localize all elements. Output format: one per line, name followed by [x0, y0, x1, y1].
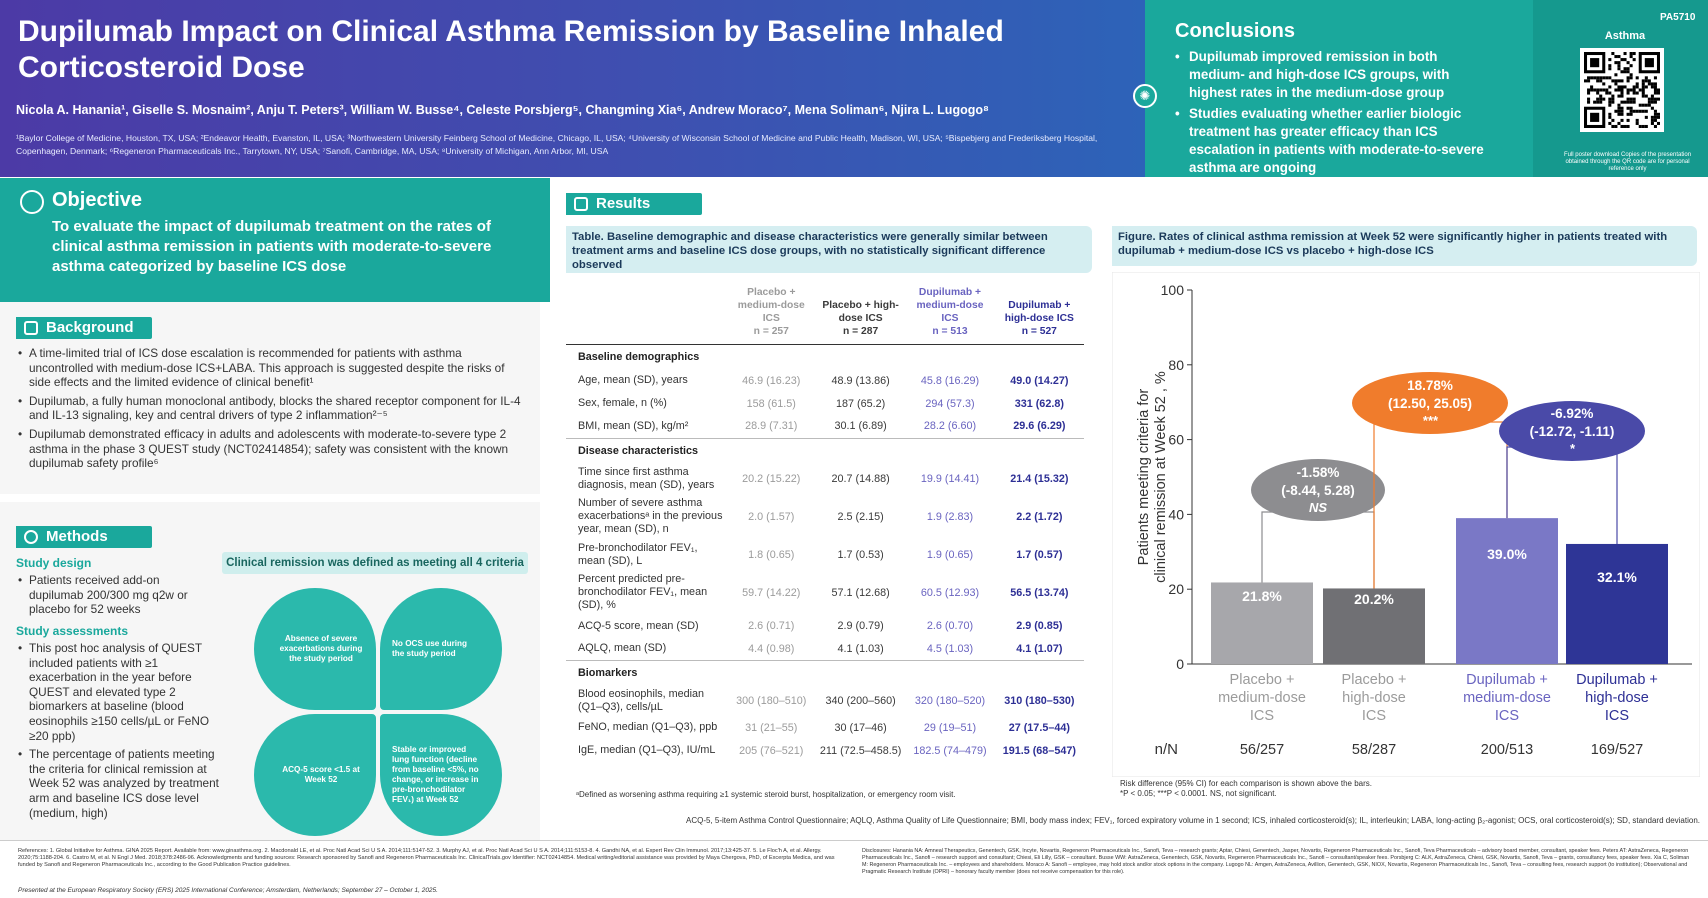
- target-icon: [20, 190, 44, 214]
- table-row-label: ACQ-5 score, mean (SD): [578, 619, 699, 632]
- comparison-ci: (-8.44, 5.28): [1281, 483, 1355, 498]
- table-row-label: Age, mean (SD), years: [578, 374, 688, 386]
- table-cell: 21.4 (15.32): [1010, 472, 1069, 485]
- table-cell: 20.2 (15.22): [742, 472, 801, 485]
- lightbulb-icon: ✺: [1133, 84, 1157, 108]
- table-cell: 158 (61.5): [746, 397, 796, 410]
- table-cell: 20.7 (14.88): [831, 472, 890, 485]
- table-cell: 182.5 (74–479): [913, 744, 987, 757]
- background-list: [18, 346, 528, 475]
- table-cell: 211 (72.5–458.5): [819, 744, 902, 757]
- category-label: Placebo +: [1341, 672, 1407, 688]
- column-header: [727, 276, 816, 345]
- references: References: 1. Global Initiative for Asthma. GINA 2025 Report. Available from: www.ginasthma.org. 2. Macdonald LE, et al. Proc Natl Acad Sci U S A. 2014;111:5147-52. 3. Murphy AJ, et al. Proc Natl Acad Sci U S A. 2014;111:5153-8. 4. Gandhi NA, et al. Expert Rev Clin Immunol. 2017;13:425-37. 5. Le Floc'h A, et al. Allergy. 2020;75:1188-204. 6. Castro M, et al. N Engl J Med. 2018;378:2486-96. Acknowledgments and funding sources: Research sponsored by Sanofi and Regeneron Pharmaceuticals Inc. ClinicalTrials.gov Identifier: NCT02414854. Medical writing/editorial assistance was provided by Maya Chergova, PhD, of Excerpta Medica, and was funded by Sanofi and Regeneron Pharmaceuticals Inc., according to the Good Publication Practice guidelines.: [18, 848, 835, 868]
- y-tick-label: 80: [1168, 356, 1184, 373]
- table-cell: 57.1 (12.68): [831, 586, 890, 599]
- y-axis-label: [1136, 371, 1169, 583]
- table-row: [566, 463, 1084, 495]
- n-value: 58/287: [1351, 742, 1397, 758]
- table-row: [566, 571, 1084, 615]
- study-design-list: [18, 573, 198, 621]
- table-cell: 56.5 (13.74): [1010, 586, 1069, 599]
- table-row: [566, 415, 1084, 438]
- y-tick-label: 60: [1168, 431, 1184, 448]
- table-cell: 28.2 (6.60): [923, 420, 977, 433]
- table-row-label: Sex, female, n (%): [578, 397, 667, 409]
- category-label: ICS: [1249, 708, 1275, 724]
- abbreviations: ACQ-5, 5-item Asthma Control Questionnaire; AQLQ, Asthma Quality of Life Questionnaire; BMI, body mass index; FEV₁, forced expiratory volume in 1 second; ICS, inhaled corticosteroid(s); IL, interleukin; LABA, long-acting β₂-agonist; OCS, oral corticosteroid(s); SD, standard deviation.: [686, 816, 1700, 825]
- table-cell: 1.9 (0.65): [926, 548, 974, 561]
- table-row: [566, 615, 1084, 638]
- comparison-ci: (12.50, 25.05): [1387, 396, 1473, 411]
- bar-chart-svg: [1112, 272, 1700, 777]
- table-cell: 45.8 (16.29): [920, 374, 980, 387]
- table-cell: 191.5 (68–547): [1002, 744, 1076, 757]
- conclusion-item: • Studies evaluating whether earlier biologic treatment has greater efficacy than ICS escalation in patients with moderate-to-severe asthma are ongoing: [1175, 105, 1495, 177]
- table-row-label: Number of severe asthma exacerbationsᵃ in the previous year, mean (SD), n: [578, 497, 723, 535]
- conclusion-item: • Dupilumab improved remission in both medium- and high-dose ICS groups, with highest rates in the medium-dose group: [1175, 48, 1495, 102]
- bar: [1456, 518, 1558, 664]
- comparison-ci: (-12.72, -1.11): [1529, 424, 1615, 439]
- table-cell: 48.9 (13.86): [831, 374, 890, 387]
- background-item: • Dupilumab demonstrated efficacy in adults and adolescents with moderate-to-severe type 2 asthma in the phase 3 QUEST study (NCT02414854); safety was consistent with the known dupilumab safety profile⁶: [18, 427, 528, 471]
- table-cell: 4.1 (1.07): [1016, 642, 1063, 655]
- table-cell: 320 (180–520): [914, 694, 986, 707]
- table-cell: 2.6 (0.71): [748, 620, 795, 632]
- table-cell: 29.6 (6.29): [1013, 420, 1066, 433]
- background-tab: [16, 317, 152, 339]
- figure-footnote-2: *P < 0.05; ***P < 0.0001. NS, not significant.: [1120, 789, 1277, 798]
- characteristics-table: [566, 276, 1084, 762]
- table-section-row: [566, 345, 1084, 370]
- table-cell: 2.6 (0.70): [926, 620, 974, 632]
- background-item: • Dupilumab, a fully human monoclonal antibody, blocks the shared receptor component for IL-4 and IL-13 signaling, key and central drivers of type 2 inflammation²⁻⁵: [18, 394, 528, 423]
- methods-title: Methods: [46, 528, 108, 545]
- category-label: Dupilumab +: [1466, 672, 1548, 688]
- table-cell: 1.7 (0.53): [837, 548, 884, 561]
- poster-title: Dupilumab Impact on Clinical Asthma Remission by Baseline Inhaled Corticosteroid Dose: [18, 15, 1004, 84]
- comparison-estimate: -1.58%: [1296, 465, 1340, 480]
- table-cell: 29 (19–51): [923, 721, 977, 734]
- table-cell: 60.5 (12.93): [920, 586, 980, 599]
- n-value: 200/513: [1480, 742, 1534, 758]
- disclosures: Disclosures: Hanania NA: Amneal Therapeutics, Genentech, GSK, Incyte, Novartis, Regeneron Pharmaceuticals Inc., Sanofi, Teva – research grants; Aptar, Chiesi, Genentech, Jasper, Novartis, Regeneron Pharmaceuticals Inc., Sanofi, Teva Pharmaceuticals – advisory board member, consultant, speaker fees. Peters AT: AstraZeneca, Regeneron Pharmaceuticals Inc., Sanofi – research support and consultant; Chiesi, Eli Lilly, GSK – consultant. Busse WW: AstraZeneca, Genentech, GSK, Novartis, Regeneron Pharmaceuticals Inc., Sanofi – consultant/speaker fees. Porsbjerg C: ALK, AstraZeneca, Chiesi, GSK, Novartis, Sanofi, Teva – grants, consultancy fees, speaker fees. Xia C, Soliman M: Regeneron Pharmaceuticals Inc. – employees and shareholders. Moraco A: Sanofi – employee, may hold stock and/or stock options in the company. Lugogo NL: Amgen, AstraZeneca, Avillion, Genentech, GSK, NIOX, Novartis, Regeneron Pharmaceuticals Inc., Sanofi, Teva – consulting fees, research support (to institution); Observational and Pragmatic Research Institute (OPRI) – honorary faculty member (does not receive compensation for this role).: [862, 848, 1690, 875]
- n-label: n/N: [1154, 741, 1178, 758]
- table-row-label: Percent predicted pre-bronchodilator FEV₁, mean (SD), %: [578, 573, 708, 611]
- table-row-label: FeNO, median (Q1–Q3), ppb: [578, 721, 718, 733]
- n-value: 56/257: [1239, 742, 1285, 758]
- y-axis-label-line: Patients meeting criteria for: [1136, 388, 1152, 566]
- table-footnote: ᵃDefined as worsening asthma requiring ≥1 systemic steroid burst, hospitalization, or emergency room visit.: [576, 790, 956, 799]
- table-row: [566, 495, 1084, 539]
- table-row-label: BMI, mean (SD), kg/m²: [578, 419, 689, 432]
- column-name: Placebo + medium-dose ICS: [737, 287, 805, 324]
- table-row-label: AQLQ, mean (SD): [578, 642, 667, 655]
- figure-caption: Figure. Rates of clinical asthma remission at Week 52 were significantly higher in patients treated with dupilumab + medium-dose ICS vs placebo + high-dose ICS: [1112, 226, 1697, 266]
- comparison-estimate: 18.78%: [1407, 378, 1453, 393]
- study-assessments-heading: Study assessments: [16, 624, 129, 638]
- table-cell: 1.9 (2.83): [926, 510, 974, 523]
- poster-code: PA5710: [1660, 12, 1696, 23]
- qr-code-graphic: [1584, 52, 1660, 128]
- category-label: ICS: [1604, 708, 1630, 724]
- table-cell: 2.0 (1.57): [748, 510, 795, 523]
- bar-value-label: 21.8%: [1242, 588, 1282, 605]
- table-cell: 1.7 (0.57): [1016, 548, 1063, 561]
- table-cell: 300 (180–510): [736, 694, 807, 707]
- criterion-lung-function: Stable or improved lung function (decline from baseline <5%, no change, or increase in pre-bronchodilator FEV₁) at Week 52: [380, 714, 502, 836]
- bar: [1566, 544, 1668, 664]
- table-row: [566, 739, 1084, 762]
- affiliations: ¹Baylor College of Medicine, Houston, TX, USA; ²Endeavor Health, Evanston, IL, USA; ³Northwestern University Feinberg School of Medicine, Chicago, IL, USA; ⁴University of Wisconsin School of Medicine and Public Health, Madison, WI, USA; ⁵Bispebjerg and Frederiksberg Hospital, Copenhagen, Denmark; ⁶Regeneron Pharmaceuticals Inc., Tarrytown, NY, USA; ⁷Sanofi, Cambridge, MA, USA; ⁸University of Michigan, Ann Arbor, MI, USA: [16, 133, 1098, 156]
- table-cell: 1.8 (0.65): [748, 548, 795, 561]
- table-cell: 59.7 (14.22): [742, 586, 801, 599]
- study-assessment-item: • The percentage of patients meeting the criteria for clinical remission at Week 52 was analyzed by treatment arm and baseline ICS dose level (medium, high): [18, 747, 223, 820]
- table-cell: 2.5 (2.15): [837, 510, 884, 523]
- results-title: Results: [596, 195, 651, 212]
- background-title: Background: [46, 319, 134, 336]
- gear-icon: [24, 530, 38, 544]
- bar-value-label: 20.2%: [1354, 591, 1394, 608]
- study-assessments-list: [18, 641, 223, 824]
- remission-chart: [1112, 272, 1700, 787]
- objective-text: To evaluate the impact of dupilumab treatment on the rates of clinical asthma remission in patients with moderate-to-severe asthma categorized by baseline ICS dose: [52, 218, 492, 275]
- table-row: [566, 392, 1084, 415]
- category-label: Dupilumab +: [1576, 672, 1658, 688]
- methods-tab: [16, 526, 152, 548]
- background-item: • A time-limited trial of ICS dose escalation is recommended for patients with asthma uncontrolled with medium-dose ICS+LABA. This approach is suggested despite the risks of side effects and the limited evidence of clinical benefit¹: [18, 346, 528, 390]
- table-row: [566, 638, 1084, 661]
- bar-value-label: 39.0%: [1487, 546, 1527, 563]
- table-row-label: Blood eosinophils, median (Q1–Q3), cells/µL: [578, 687, 705, 713]
- figure-footnote: [1120, 779, 1620, 799]
- table-cell: 187 (65.2): [836, 397, 886, 410]
- table-cell: 30.1 (6.89): [834, 420, 887, 433]
- table-cell: 2.2 (1.72): [1016, 510, 1063, 523]
- column-n: n = 527: [1021, 326, 1057, 337]
- qr-label: Asthma: [1604, 30, 1646, 42]
- table-section-title: Biomarkers: [566, 661, 1084, 686]
- category-label: medium-dose: [1218, 690, 1306, 706]
- table-section-title: Baseline demographics: [566, 345, 1084, 370]
- category-label: high-dose: [1585, 690, 1649, 706]
- comparison-significance: *: [1569, 441, 1575, 456]
- column-header: [995, 276, 1084, 345]
- comparison-significance: NS: [1308, 500, 1328, 515]
- column-n: n = 287: [843, 326, 879, 337]
- table-cell: 4.5 (1.03): [926, 642, 974, 655]
- table-cell: 4.1 (1.03): [837, 642, 884, 655]
- y-tick-label: 40: [1168, 506, 1184, 523]
- qr-note: Full poster download Copies of the presentation obtained through the QR code are for personal reference only: [1563, 152, 1692, 172]
- y-tick-label: 0: [1176, 656, 1184, 672]
- table-cell: 340 (200–560): [825, 694, 896, 707]
- book-icon: [24, 321, 38, 335]
- table-section-row: [566, 438, 1084, 463]
- table-cell: 30 (17–46): [834, 721, 887, 734]
- table-cell: 49.0 (14.27): [1010, 374, 1069, 387]
- table-header-blank: [566, 276, 727, 345]
- results-tab: [566, 193, 702, 215]
- table-cell: 19.9 (14.41): [920, 472, 980, 485]
- column-header: [816, 276, 905, 345]
- category-label: Placebo +: [1229, 672, 1295, 688]
- study-design-item: • Patients received add-on dupilumab 200/300 mg q2w or placebo for 52 weeks: [18, 573, 198, 617]
- table-cell: 331 (62.8): [1014, 397, 1064, 410]
- column-name: Dupilumab + high-dose ICS: [1004, 300, 1074, 324]
- comparison-estimate: -6.92%: [1550, 406, 1594, 421]
- y-tick-label: 100: [1160, 282, 1184, 298]
- table-cell: 28.9 (7.31): [745, 420, 798, 433]
- conclusions-list: [1175, 48, 1495, 180]
- criterion-exacerbations: Absence of severe exacerbations during the study period: [254, 588, 376, 710]
- author-list: Nicola A. Hanania¹, Giselle S. Mosnaim², Anju T. Peters³, William W. Busse⁴, Celeste Porsbjerg⁵, Changming Xia⁶, Andrew Moraco⁷, Mena Soliman⁶, Njira L. Lugogo⁸: [16, 103, 989, 117]
- study-design-heading: Study design: [16, 556, 92, 570]
- table-cell: 46.9 (16.23): [742, 374, 801, 387]
- table-row: [566, 716, 1084, 739]
- y-axis-label-line: clinical remission at Week 52 , %: [1153, 371, 1169, 583]
- table-row: [566, 369, 1084, 392]
- study-assessment-item: • This post hoc analysis of QUEST included patients with ≥1 exacerbation in the year before QUEST and elevated type 2 biomarkers at baseline (blood eosinophils ≥150 cells/µL or FeNO ≥20 ppb): [18, 641, 223, 743]
- table-section-title: Disease characteristics: [566, 438, 1084, 463]
- criterion-ocs: No OCS use during the study period: [380, 588, 502, 710]
- category-label: medium-dose: [1463, 690, 1551, 706]
- column-n: n = 257: [753, 326, 789, 337]
- table-caption: Table. Baseline demographic and disease characteristics were generally similar between treatment arms and baseline ICS dose groups, with no statistically significant difference observed: [566, 226, 1092, 273]
- table-cell: 31 (21–55): [745, 721, 798, 734]
- table-cell: 2.9 (0.79): [837, 620, 884, 632]
- objective-title: Objective: [52, 189, 143, 211]
- column-name: Placebo + high-dose ICS: [822, 300, 899, 324]
- category-label: ICS: [1494, 708, 1520, 724]
- remission-definition: Clinical remission was defined as meeting all 4 criteria: [222, 552, 528, 574]
- table-cell: 2.9 (0.85): [1016, 620, 1063, 632]
- column-header: [905, 276, 994, 345]
- table-cell: 310 (180–530): [1004, 694, 1075, 707]
- column-name: Dupilumab + medium-dose ICS: [916, 287, 984, 324]
- category-label: high-dose: [1342, 690, 1406, 706]
- table-row-label: Time since first asthma diagnosis, mean (SD), years: [578, 465, 715, 491]
- table-cell: 4.4 (0.98): [748, 642, 795, 655]
- chart-icon: [574, 197, 588, 211]
- y-tick-label: 20: [1168, 581, 1184, 598]
- column-n: n = 513: [932, 326, 968, 337]
- table-row-label: Pre-bronchodilator FEV₁, mean (SD), L: [578, 541, 698, 567]
- table-cell: 205 (76–521): [739, 744, 804, 757]
- table-row: [566, 685, 1084, 716]
- divider: [0, 494, 540, 502]
- presented-at: Presented at the European Respiratory Society (ERS) 2025 International Conference; Amsterdam, Netherlands; September 27 – October 1, 2025.: [18, 887, 438, 894]
- table-header-row: [566, 276, 1084, 345]
- table-row-label: IgE, median (Q1–Q3), IU/mL: [578, 744, 716, 756]
- bar-value-label: 32.1%: [1597, 568, 1637, 585]
- figure-footnote-1: Risk difference (95% CI) for each comparison is shown above the bars.: [1120, 779, 1372, 788]
- criterion-acq5: ACQ-5 score <1.5 at Week 52: [254, 714, 376, 836]
- table-cell: 294 (57.3): [925, 397, 975, 410]
- comparison-significance: ***: [1422, 413, 1438, 428]
- baseline-table: [566, 276, 1086, 811]
- category-label: ICS: [1361, 708, 1387, 724]
- qr-code-icon[interactable]: [1580, 48, 1664, 132]
- table-section-row: [566, 661, 1084, 686]
- n-value: 169/527: [1590, 742, 1644, 758]
- conclusions-title: Conclusions: [1175, 20, 1296, 42]
- table-row: [566, 539, 1084, 571]
- table-cell: 27 (17.5–44): [1008, 721, 1070, 734]
